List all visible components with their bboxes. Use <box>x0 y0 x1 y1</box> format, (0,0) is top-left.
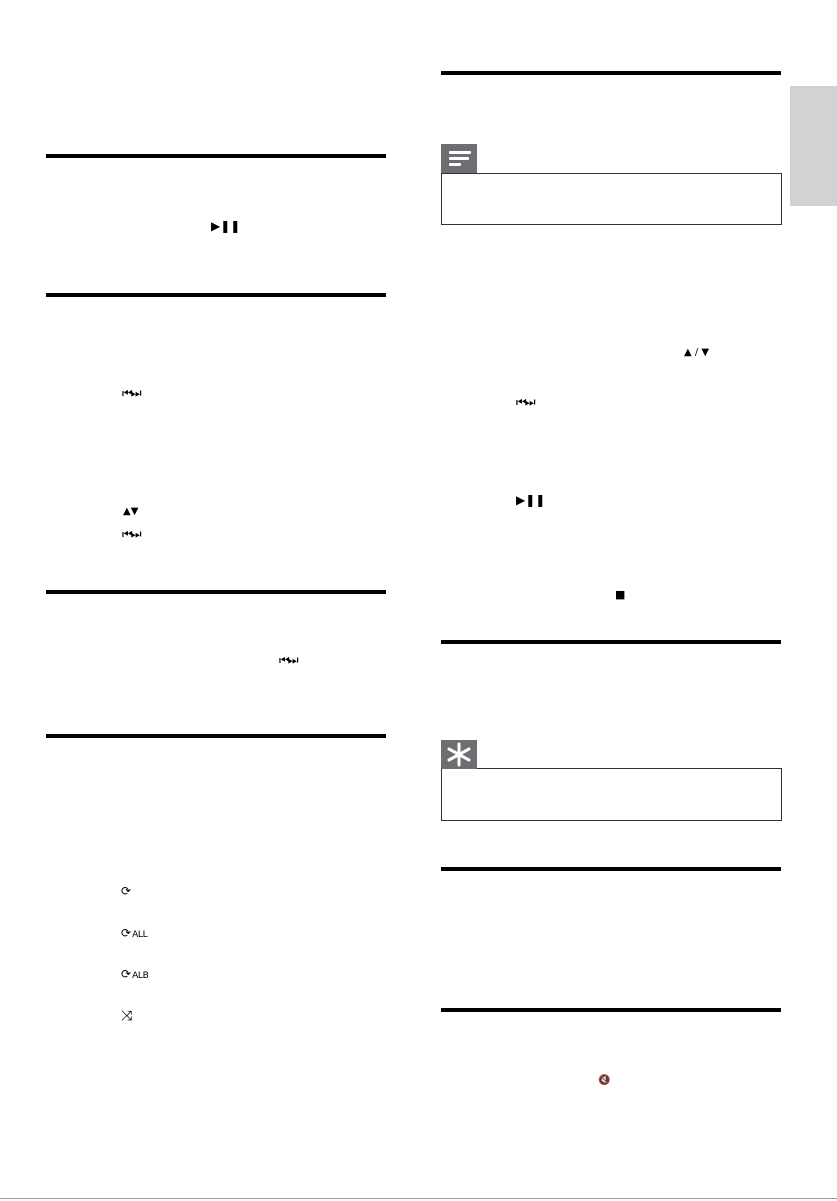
repeat-icon: ⟳ <box>121 884 132 898</box>
page-bottom-line <box>0 1198 837 1199</box>
shuffle-icon: ⤨ <box>121 1008 133 1024</box>
tip-box <box>441 768 782 821</box>
section-rule-6 <box>441 640 781 644</box>
repeat-album-label: ALB <box>132 971 149 981</box>
up-down-icon: ▲▼ <box>123 506 139 517</box>
seek-icon: ⏮⏭ <box>122 527 140 541</box>
play-pause-icon: ▶❚❚ <box>516 493 546 507</box>
note-box <box>441 173 782 225</box>
tip-icon <box>441 740 477 769</box>
repeat-icon: ⟳ <box>121 967 132 981</box>
section-rule-1 <box>46 154 386 158</box>
section-rule-2 <box>46 293 386 297</box>
repeat-all-icon <box>121 926 147 942</box>
section-rule-7 <box>441 867 781 871</box>
mute-icon: 🔇 <box>598 1075 611 1086</box>
up-down-icon: ▲ / ▼ <box>684 347 710 358</box>
seek-icon: ⏮⏭ <box>122 386 140 400</box>
language-tab <box>790 86 837 206</box>
stop-icon: ■ <box>615 588 626 601</box>
seek-icon: ⏮⏭ <box>516 395 534 409</box>
asterisk-icon <box>441 740 477 769</box>
section-rule-4 <box>46 734 386 738</box>
repeat-album-icon <box>121 967 149 983</box>
repeat-all-label: ALL <box>132 930 148 940</box>
section-rule-5 <box>441 71 781 75</box>
note-icon <box>441 144 477 173</box>
repeat-icon <box>121 884 131 898</box>
section-rule-8 <box>441 1008 781 1012</box>
seek-icon: ⏮⏭ <box>279 653 297 667</box>
repeat-icon: ⟳ <box>121 926 132 940</box>
section-rule-3 <box>46 590 386 594</box>
play-pause-icon: ▶❚❚ <box>211 219 241 233</box>
